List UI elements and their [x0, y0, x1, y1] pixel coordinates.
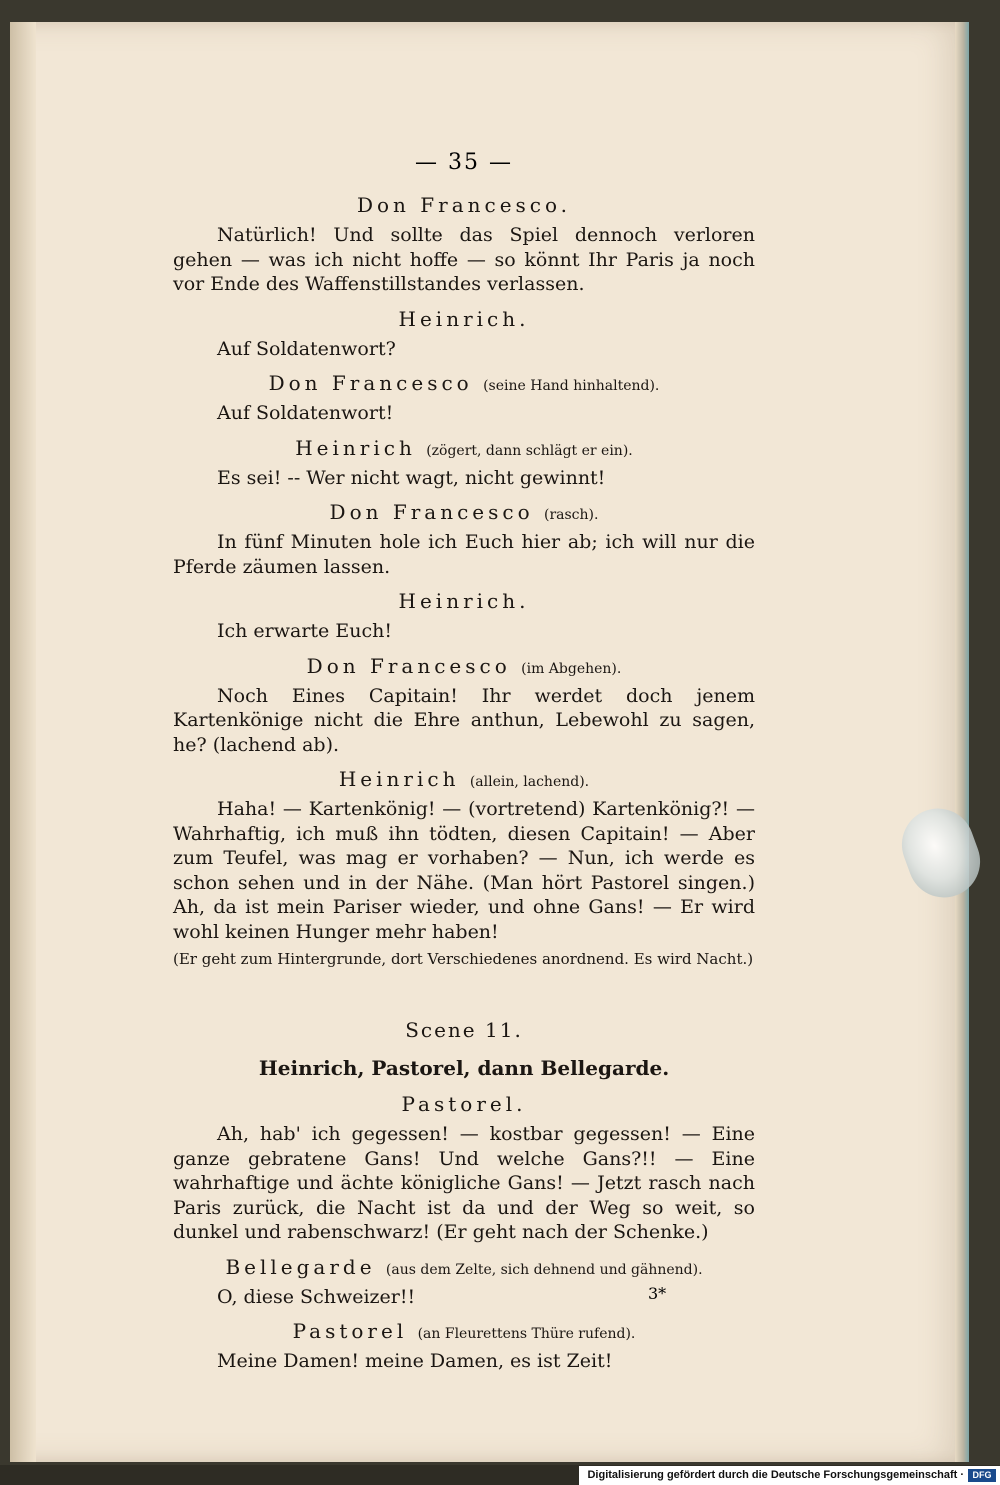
speaker-name: Bellegarde: [225, 1254, 376, 1279]
speaker-name: Heinrich: [295, 435, 416, 460]
speaker-heading: [173, 193, 755, 217]
speaker-heading: [173, 1319, 755, 1343]
speaker-name: Pastorel: [292, 1319, 408, 1343]
signature-mark: 3*: [648, 1284, 667, 1303]
speaker-name: Heinrich.: [398, 306, 530, 331]
page-content: [173, 148, 755, 1378]
speaker-heading: [173, 500, 755, 524]
speaker-heading: [173, 436, 755, 460]
speaker-heading: [173, 767, 755, 791]
speaker-name: Pastorel.: [401, 1092, 527, 1116]
stage-direction: (aus dem Zelte, sich dehnend und gähnend).: [385, 1261, 703, 1278]
stage-direction: (Er geht zum Hintergrunde, dort Verschiedenes anordnend. Es wird Nacht.): [173, 950, 754, 968]
dfg-logo: DFG: [968, 1469, 996, 1482]
speaker-heading: [173, 1255, 755, 1279]
page-number: — 35 —: [415, 150, 513, 175]
speaker-name: Don Francesco: [329, 500, 534, 524]
stage-direction: (seine Hand hinhaltend).: [483, 378, 660, 394]
speaker-name: Don Francesco: [268, 371, 473, 395]
page-edge: [955, 22, 969, 1462]
stage-direction: (allein, lachend).: [469, 774, 590, 790]
stage-direction: (an Fleurettens Thüre rufend).: [417, 1326, 636, 1342]
speaker-name: Heinrich: [338, 767, 460, 791]
stage-direction: (zögert, dann schlägt er ein).: [426, 442, 633, 459]
speaker-heading: [173, 654, 755, 678]
scene-heading: Scene 11.: [405, 1018, 523, 1042]
footer-credit: Digitalisierung gefördert durch die Deutsche Forschungsgemeinschaft ·: [579, 1466, 1000, 1485]
stage-direction: (rasch).: [544, 507, 599, 523]
speaker-name: Don Francesco: [306, 653, 511, 678]
dialogue-line: O, diese Schweizer!!: [217, 1285, 416, 1308]
dialogue-line: Es sei! -- Wer nicht wagt, nicht gewinnt!: [217, 466, 606, 489]
dialogue-line: Ich erwarte Euch!: [217, 620, 392, 642]
speaker-heading: [173, 1092, 755, 1116]
dialogue-line: Natürlich! Und sollte das Spiel dennoch verloren gehen — was ich nicht hoffe — so könnt Ihr Paris ja noch vor Ende des Waffenstillstandes verlassen.: [173, 224, 755, 295]
scene-cast: Heinrich, Pastorel, dann Bellegarde.: [258, 1056, 670, 1080]
dialogue-line: Ah, hab' ich gegessen! — kostbar gegessen! — Eine ganze gebratene Gans! Und welche Gans?!! — Eine wahrhaftige und ächte königliche Gans! — Jetzt rasch nach Paris zurück, die Nacht ist da und der Weg so weit, so dunkel und rabenschwarz! (Er geht nach der Schenke.): [173, 1123, 755, 1243]
dialogue-line: In fünf Minuten hole ich Euch hier ab; ich will nur die Pferde zäumen lassen.: [173, 531, 755, 578]
speaker-name: Don Francesco.: [356, 193, 572, 217]
dialogue-line: Auf Soldatenwort?: [217, 337, 396, 360]
stage-direction: (im Abgehen).: [521, 660, 622, 677]
dialogue-line: Auf Soldatenwort!: [217, 402, 394, 424]
speaker-heading: [173, 307, 755, 331]
dialogue-line: Haha! — Kartenkönig! — (vortretend) Kartenkönig?! — Wahrhaftig, ich muß ihn tödten, diesen Capitain! — Aber zum Teufel, was mag er vorhaben? — Nun, ich werde es schon sehen und in der Nähe. (Man hört Pastorel singen.) Ah, da ist mein Pariser wieder, und ohne Gans! — Er wird wohl keinen Hunger mehr haben!: [173, 798, 755, 943]
page-gutter: [10, 22, 36, 1462]
dialogue-line: Meine Damen! meine Damen, es ist Zeit!: [217, 1350, 613, 1372]
speaker-name: Heinrich.: [398, 589, 530, 613]
speaker-heading: [173, 589, 755, 613]
dialogue-line: Noch Eines Capitain! Ihr werdet doch jenem Kartenkönige nicht die Ehre anthun, Lebewohl zu sagen, he? (lachend ab).: [173, 684, 755, 756]
speaker-heading: [173, 371, 755, 395]
